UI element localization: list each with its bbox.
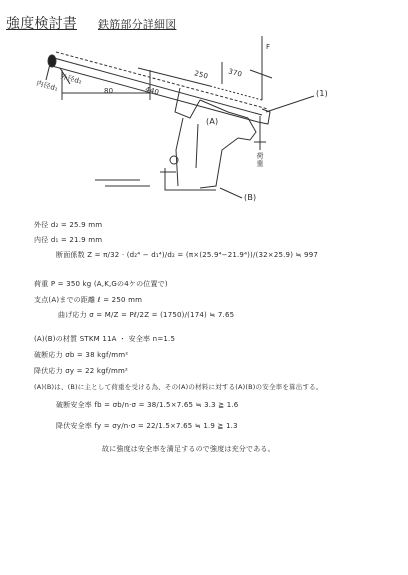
calc-line-conclusion: 故に強度は安全率を満足するので強度は充分である。 <box>102 445 275 453</box>
calc-line-bending-stress: 曲げ応力 σ = M/Z = Pℓ/2Z = (1750)/(174) ≒ 7.65 <box>58 311 235 319</box>
calc-line-breaking-safety: 破断安全率 fb = σb/n·σ = 38/1.5×7.65 ≒ 3.3 ≧ 1.6 <box>56 401 239 409</box>
calc-line-yield-safety: 降伏安全率 fy = σy/n·σ = 22/1.5×7.65 ≒ 1.9 ≧ 1.3 <box>56 422 238 430</box>
dimension-250: 250 <box>193 69 209 81</box>
calc-line-breaking-stress: 破断応力 σb = 38 kgf/mm² <box>34 351 129 359</box>
dimension-top: F <box>266 43 271 51</box>
dimension-440: 440 <box>144 85 160 97</box>
calc-line-note: (A)(B)は、(B)に主として荷重を受ける為、その(A)の材料に対する(A)(B)の安全率を算出する。 <box>34 383 323 391</box>
calc-line-outer-diameter: 外径 d₂ = 25.9 mm <box>34 221 103 229</box>
calc-line-inner-diameter: 内径 d₁ = 21.9 mm <box>34 236 103 244</box>
label-part-a: (A) <box>206 117 219 126</box>
calc-line-yield-stress: 降伏応力 σy = 22 kgf/mm² <box>34 367 129 375</box>
calc-line-distance: 支点(A)までの距離 ℓ = 250 mm <box>34 296 143 304</box>
label-load: 荷重 <box>256 152 264 167</box>
dimension-80: 80 <box>104 87 114 95</box>
label-inner-diameter: 内径d₁ <box>35 79 59 93</box>
label-part-1: (1) <box>316 89 328 98</box>
calc-line-load: 荷重 P = 350 kg (A,K,Gの4ケの位置で) <box>34 280 168 288</box>
dimension-370: 370 <box>227 67 243 79</box>
document-title: 強度検討書 <box>6 16 77 32</box>
label-outer-diameter: 外径d₂ <box>59 72 83 86</box>
label-part-b: (B) <box>244 193 257 202</box>
calc-line-section-modulus: 断面係数 Z = π/32 · (d₂⁴ − d₁⁴)/d₂ = (π×(25.9⁴−21.9⁴))/(32×25.9) ≒ 997 <box>56 251 319 259</box>
document-subtitle: 鉄筋部分詳細図 <box>98 18 177 31</box>
calc-line-material: (A)(B)の材質 STKM 11A ・ 安全率 n=1.5 <box>34 335 176 343</box>
